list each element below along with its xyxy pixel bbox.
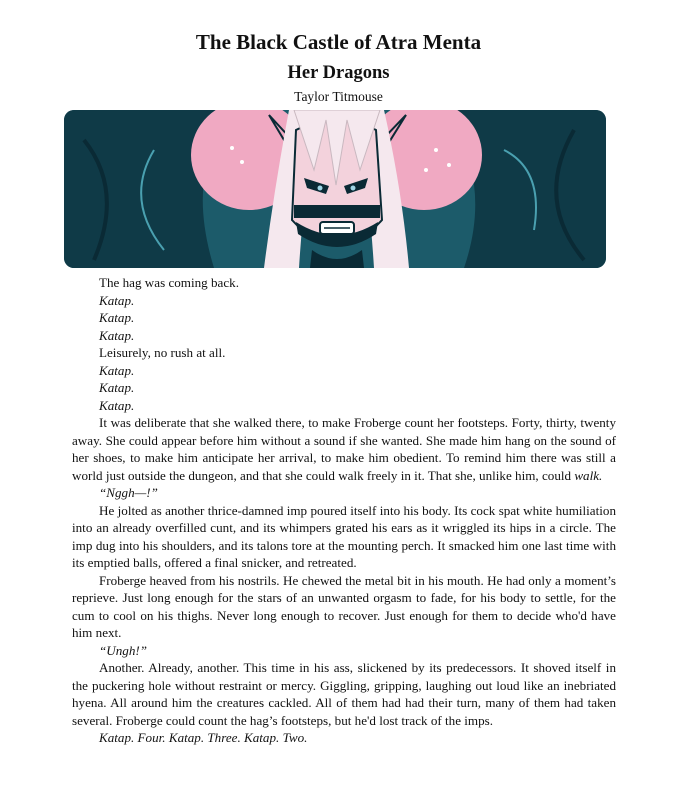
paragraph: Katap. [99,292,135,308]
author-name: Taylor Titmouse [294,89,383,104]
paragraph: Katap. [99,397,135,413]
paragraph: The hag was coming back. [99,275,239,290]
paragraph: Froberge heaved from his nostrils. He chewed the metal bit in his mouth. He had only a moment’s reprieve. Just long enough for the stars of an unwanted orgasm to fade, for his body to settle, for the cum to cool on his thighs. Never long enough to recover. Just enough for them to decide who'd have him next. [72,572,616,640]
emphasis: walk. [574,467,603,483]
chapter-title: Her Dragons [287,63,390,83]
banner-illustration [64,110,606,268]
paragraph: Another. Already, another. This time in his ass, slickened by its predecessors. It shoved itself in the puckering hole without restraint or mercy. Giggling, gripping, laughing out loud like an inebriated hyena. All around him the creatures cackled. All of them had had their turn, many of them had taken several. Froberge could count the hag’s footsteps, but he'd lost track of the imps. [72,660,616,728]
paragraph: Leisurely, no rush at all. [99,345,226,360]
story-text [72,274,616,747]
paragraph: Katap. [99,310,135,325]
paragraph: Katap. Four. Katap. Three. Katap. Two. [99,730,308,745]
document-title: The Black Castle of Atra Menta [195,30,482,54]
paragraph: Katap. [99,327,135,343]
paragraph: Katap. [99,362,135,378]
paragraph: “Ungh!” [99,642,148,658]
paragraph: Katap. [99,380,135,395]
paragraph-text: It was deliberate that she walked there, to make Froberge count her footsteps. Forty, thirty, twenty away. She could appear before him without a sound if she wanted. She made him hang on the sound of her shoes, to make him anticipate her arrival, to make him obedient. To remind him there was still a world just outside the dungeon, and that she could walk freely in it. That she, unlike him, could [72,415,616,483]
paragraph: “Nggh—!” [99,485,158,500]
paragraph [72,414,616,484]
paragraph: He jolted as another thrice-damned imp poured itself into his body. Its cock spat white humiliation into an already overfilled cunt, and its whimpers grated his ears as it wriggled its hips in a circle. The imp dug into his shoulders, and its talons tore at the mounting perch. It smacked him one last time with its emptied balls, offered a final snicker, and retreated. [72,502,616,570]
